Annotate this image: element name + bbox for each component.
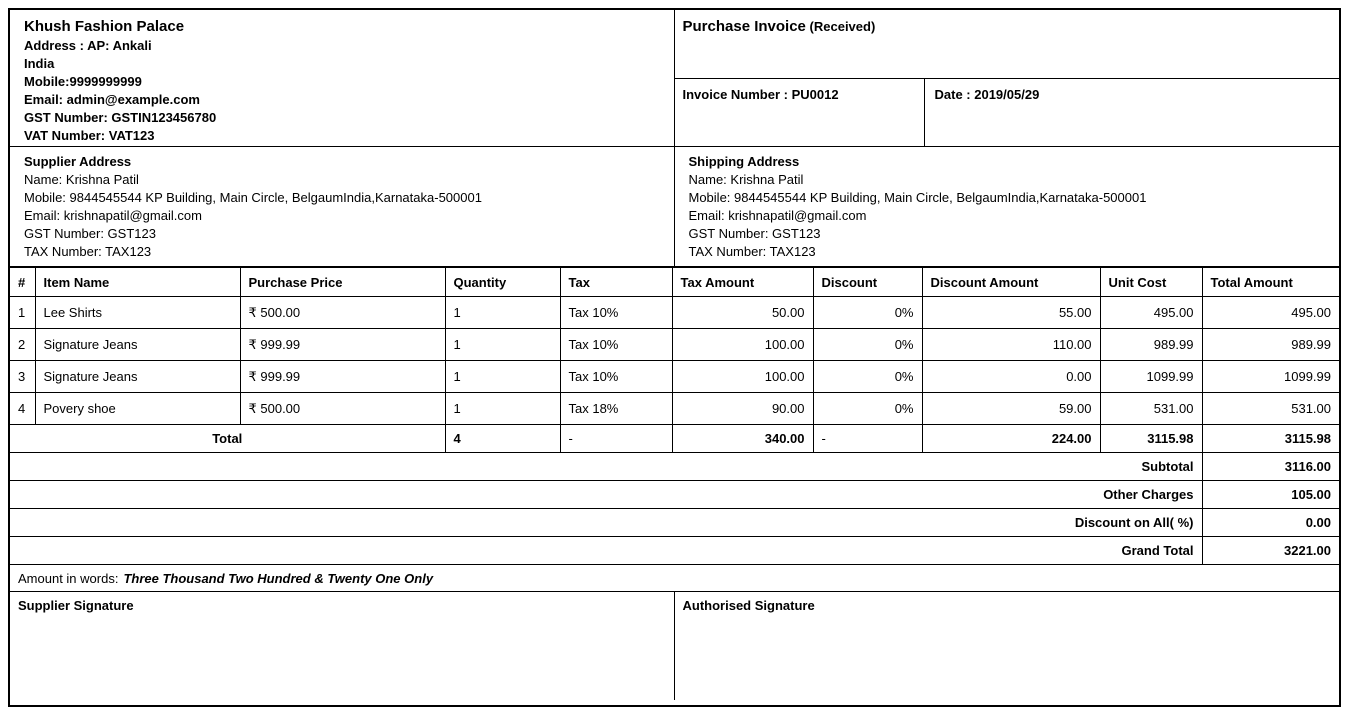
invoice-title-row — [675, 10, 1340, 79]
invoice-title-suffix: (Received) — [809, 19, 876, 34]
grand-total-label: Grand Total — [10, 537, 1202, 565]
total-quantity: 4 — [445, 425, 560, 453]
item-row — [10, 297, 1339, 329]
supplier-address-heading: Supplier Address — [24, 154, 132, 169]
amount-in-words-value: Three Thousand Two Hundred & Twenty One Only — [123, 570, 434, 586]
supplier-address-block — [10, 147, 675, 266]
item-purchase-price: ₹ 999.99 — [240, 329, 445, 361]
company-vat-number: VAT Number: VAT123 — [24, 128, 155, 143]
table-header-row — [10, 268, 1339, 297]
item-purchase-price: ₹ 500.00 — [240, 297, 445, 329]
company-address-line1: Address : AP: Ankali — [24, 38, 152, 53]
company-gst-number: GST Number: GSTIN123456780 — [24, 110, 217, 125]
total-tax-dash: - — [560, 425, 672, 453]
item-discount-amount: 59.00 — [922, 393, 1100, 425]
item-quantity: 1 — [445, 329, 560, 361]
item-discount: 0% — [813, 361, 922, 393]
item-total-amount: 495.00 — [1202, 297, 1339, 329]
items-table — [10, 267, 1339, 565]
invoice-number: Invoice Number : PU0012 — [675, 79, 925, 146]
header-quantity: Quantity — [445, 268, 560, 297]
header-purchase-price: Purchase Price — [240, 268, 445, 297]
header-discount-amount: Discount Amount — [922, 268, 1100, 297]
invoice-header-block — [675, 10, 1340, 146]
item-total-amount: 989.99 — [1202, 329, 1339, 361]
supplier-email: Email: krishnapatil@gmail.com — [24, 208, 202, 223]
item-discount-amount: 0.00 — [922, 361, 1100, 393]
item-total-amount: 531.00 — [1202, 393, 1339, 425]
item-tax-amount: 100.00 — [672, 361, 813, 393]
item-name: Lee Shirts — [35, 297, 240, 329]
item-tax: Tax 10% — [560, 329, 672, 361]
item-sno: 4 — [10, 393, 35, 425]
supplier-mobile: Mobile: 9844545544 KP Building, Main Circle, BelgaumIndia,Karnataka-500001 — [24, 190, 482, 205]
item-tax-amount: 90.00 — [672, 393, 813, 425]
other-charges-label: Other Charges — [10, 481, 1202, 509]
invoice-date: Date : 2019/05/29 — [934, 87, 1040, 102]
authorised-signature-box — [675, 592, 1340, 700]
discount-on-all-row — [10, 509, 1339, 537]
header-discount: Discount — [813, 268, 922, 297]
shipping-email: Email: krishnapatil@gmail.com — [688, 208, 867, 223]
shipping-mobile: Mobile: 9844545544 KP Building, Main Circle, BelgaumIndia,Karnataka-500001 — [688, 190, 1147, 205]
item-quantity: 1 — [445, 361, 560, 393]
item-quantity: 1 — [445, 297, 560, 329]
header-section — [10, 10, 1339, 147]
shipping-tax-number: TAX Number: TAX123 — [688, 244, 816, 259]
item-tax-amount: 50.00 — [672, 297, 813, 329]
item-row — [10, 393, 1339, 425]
amount-in-words-row — [10, 565, 1339, 592]
item-total-amount: 1099.99 — [1202, 361, 1339, 393]
item-tax: Tax 10% — [560, 361, 672, 393]
item-sno: 1 — [10, 297, 35, 329]
item-purchase-price: ₹ 500.00 — [240, 393, 445, 425]
item-tax-amount: 100.00 — [672, 329, 813, 361]
item-quantity: 1 — [445, 393, 560, 425]
item-tax: Tax 10% — [560, 297, 672, 329]
shipping-address-block — [675, 147, 1340, 266]
item-discount: 0% — [813, 297, 922, 329]
header-total-amount: Total Amount — [1202, 268, 1339, 297]
item-row — [10, 329, 1339, 361]
header-tax-amount: Tax Amount — [672, 268, 813, 297]
supplier-signature-label: Supplier Signature — [18, 598, 134, 613]
total-discount-dash: - — [813, 425, 922, 453]
shipping-name: Name: Krishna Patil — [688, 172, 804, 187]
item-row — [10, 361, 1339, 393]
grand-total-value: 3221.00 — [1202, 537, 1339, 565]
item-unit-cost: 1099.99 — [1100, 361, 1202, 393]
item-tax: Tax 18% — [560, 393, 672, 425]
item-purchase-price: ₹ 999.99 — [240, 361, 445, 393]
total-total-amount: 3115.98 — [1202, 425, 1339, 453]
item-sno: 2 — [10, 329, 35, 361]
header-item-name: Item Name — [35, 268, 240, 297]
item-name: Signature Jeans — [35, 361, 240, 393]
amount-in-words-label: Amount in words: — [18, 570, 119, 586]
supplier-signature-box — [10, 592, 675, 700]
company-address-line2: India — [24, 56, 55, 71]
company-email: Email: admin@example.com — [24, 92, 200, 107]
item-unit-cost: 495.00 — [1100, 297, 1202, 329]
item-name: Povery shoe — [35, 393, 240, 425]
total-tax-amount: 340.00 — [672, 425, 813, 453]
header-unit-cost: Unit Cost — [1100, 268, 1202, 297]
item-sno: 3 — [10, 361, 35, 393]
shipping-gst-number: GST Number: GST123 — [688, 226, 821, 241]
invoice-page — [8, 8, 1341, 707]
item-name: Signature Jeans — [35, 329, 240, 361]
total-unit-cost: 3115.98 — [1100, 425, 1202, 453]
other-charges-value: 105.00 — [1202, 481, 1339, 509]
item-discount: 0% — [813, 393, 922, 425]
header-tax: Tax — [560, 268, 672, 297]
item-unit-cost: 989.99 — [1100, 329, 1202, 361]
authorised-signature-label: Authorised Signature — [682, 598, 815, 613]
item-discount: 0% — [813, 329, 922, 361]
supplier-tax-number: TAX Number: TAX123 — [24, 244, 152, 259]
grand-total-row — [10, 537, 1339, 565]
table-total-row — [10, 425, 1339, 453]
signatures-section — [10, 592, 1339, 700]
other-charges-row — [10, 481, 1339, 509]
header-sno: # — [10, 268, 35, 297]
discount-on-all-label: Discount on All( %) — [10, 509, 1202, 537]
item-discount-amount: 55.00 — [922, 297, 1100, 329]
discount-on-all-value: 0.00 — [1202, 509, 1339, 537]
subtotal-value: 3116.00 — [1202, 453, 1339, 481]
shipping-address-heading: Shipping Address — [688, 154, 800, 169]
invoice-title: Purchase Invoice — [682, 18, 806, 35]
item-unit-cost: 531.00 — [1100, 393, 1202, 425]
supplier-name: Name: Krishna Patil — [24, 172, 139, 187]
invoice-meta-row — [675, 79, 1340, 146]
subtotal-label: Subtotal — [10, 453, 1202, 481]
company-name: Khush Fashion Palace — [24, 18, 185, 35]
addresses-section — [10, 147, 1339, 267]
subtotal-row — [10, 453, 1339, 481]
supplier-gst-number: GST Number: GST123 — [24, 226, 156, 241]
total-discount-amount: 224.00 — [922, 425, 1100, 453]
item-discount-amount: 110.00 — [922, 329, 1100, 361]
company-mobile: Mobile:9999999999 — [24, 74, 142, 89]
company-info-block — [10, 10, 675, 146]
total-label: Total — [10, 425, 445, 453]
